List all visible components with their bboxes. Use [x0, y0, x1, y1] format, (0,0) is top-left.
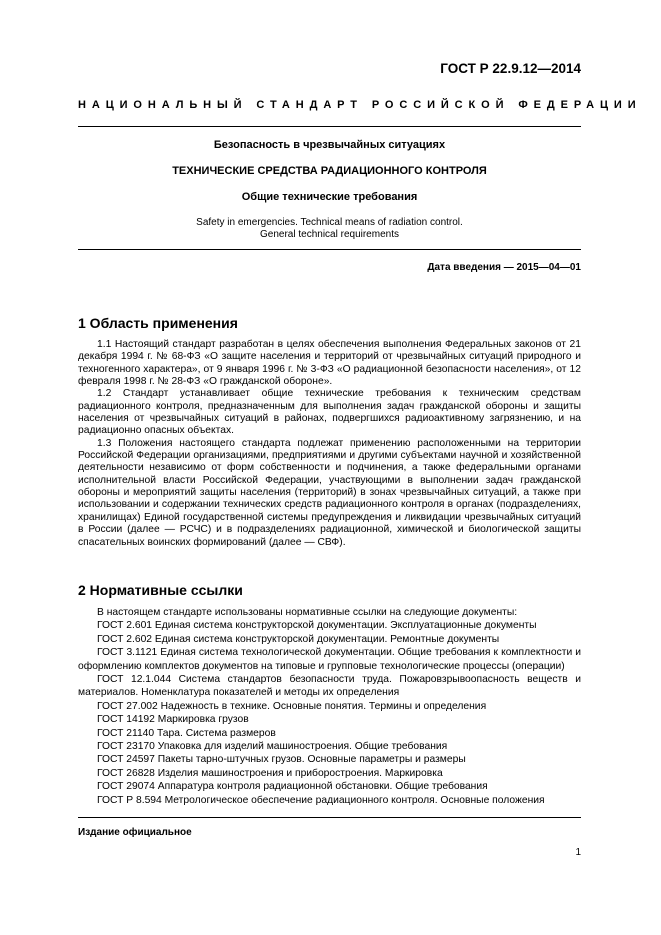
english-title-line2: General technical requirements: [260, 229, 399, 240]
section-2-heading: 2 Нормативные ссылки: [78, 582, 243, 598]
series-title: Безопасность в чрезвычайных ситуациях: [213, 139, 446, 151]
list-item: ГОСТ Р 8.594 Метрологическое обеспечение радиационного контроля. Основные положения: [97, 794, 545, 806]
national-standard-banner: НАЦИОНАЛЬНЫЙ СТАНДАРТ РОССИЙСКОЙ ФЕДЕРАЦИИ: [78, 99, 642, 111]
title-divider: [78, 249, 581, 250]
page-number: 1: [575, 847, 581, 858]
list-item: В настоящем стандарте использованы нормативные ссылки на следующие документы:: [97, 607, 518, 618]
list-item: ГОСТ 27.002 Надежность в технике. Основные понятия. Термины и определения: [97, 700, 487, 712]
list-item: ГОСТ 26828 Изделия машиностроения и приборостроения. Маркировка: [97, 767, 443, 779]
list-item: ГОСТ 3.1121 Единая система технологической документации. Общие требования к комплектности и оформлению комплектов документов на типовые и групповые технологические процессы (операции): [78, 647, 581, 672]
list-item: ГОСТ 29074 Аппаратура контроля радиационной обстановки. Общие требования: [97, 781, 488, 793]
document-code: ГОСТ Р 22.9.12—2014: [440, 61, 581, 76]
paragraph-1-3: 1.3 Положения настоящего стандарта подлежат применению расположенными на территории Российской Федерации организациями, предприятиями и другими субъектами научной и хозяйственной деятельности независимо от форм собственности и подчинения, а также федеральными органами исполнительной власти Российской Федерации, участвующими в выполнении задач гражданской обороны и мероприятий защиты населения (территорий) в зонах чрезвычайных ситуаций, а также при использовании и содержании технических средств радиационного контроля в органах (подразделениях, хранилищах) Единой государственной системы предупреждения и ликвидации чрезвычайных ситуаций в России (далее — РСЧС) и в подразделениях радиационной, химической и биологической защиты спасательных воинских формирований (далее — СВФ).: [78, 437, 581, 548]
english-title-line1: Safety in emergencies. Technical means of radiation control.: [196, 217, 463, 228]
list-item: ГОСТ 2.602 Единая система конструкторской документации. Ремонтные документы: [97, 633, 500, 645]
footer-divider: [78, 817, 581, 818]
list-item: ГОСТ 2.601 Единая система конструкторской документации. Эксплуатационные документы: [97, 620, 537, 632]
list-item: ГОСТ 14192 Маркировка грузов: [97, 714, 249, 726]
list-item: ГОСТ 24597 Пакеты тарно-штучных грузов. Основные параметры и размеры: [97, 754, 466, 766]
paragraph-1-2: 1.2 Стандарт устанавливает общие технические требования к техническим средствам радиационного контроля, предназначенным для выполнения задач гражданской обороны и защиты населения от чрезвычайных ситуаций в районах, подвергшихся радиоактивному загрязнению, и на радиационно опасных объектах.: [78, 388, 581, 437]
section-1-heading: 1 Область применения: [78, 315, 238, 331]
list-item: ГОСТ 21140 Тара. Система размеров: [97, 727, 276, 739]
subtitle: Общие технические требования: [241, 191, 418, 203]
list-item: ГОСТ 12.1.044 Система стандартов безопасности труда. Пожаровзрывоопасность веществ и материалов. Номенклатура показателей и методы их определения: [78, 674, 581, 699]
section-1-body: [78, 339, 581, 549]
top-divider: [78, 126, 581, 127]
introduction-date: Дата введения — 2015—04—01: [427, 262, 581, 273]
edition-label: Издание официальное: [78, 827, 192, 838]
normative-references-list: [78, 606, 581, 807]
main-title: ТЕХНИЧЕСКИЕ СРЕДСТВА РАДИАЦИОННОГО КОНТРОЛЯ: [172, 165, 487, 177]
list-item: ГОСТ 23170 Упаковка для изделий машиностроения. Общие требования: [97, 741, 448, 753]
paragraph-1-1: 1.1 Настоящий стандарт разработан в целях обеспечения выполнения Федеральных законов от 21 декабря 1994 г. № 68-ФЗ «О защите населения и территорий от чрезвычайных ситуаций природного и техногенного характера», от 9 января 1996 г. № 3-ФЗ «О радиационной безопасности населения», от 12 февраля 1998 г. № 28-ФЗ «О гражданской обороне».: [78, 339, 581, 388]
